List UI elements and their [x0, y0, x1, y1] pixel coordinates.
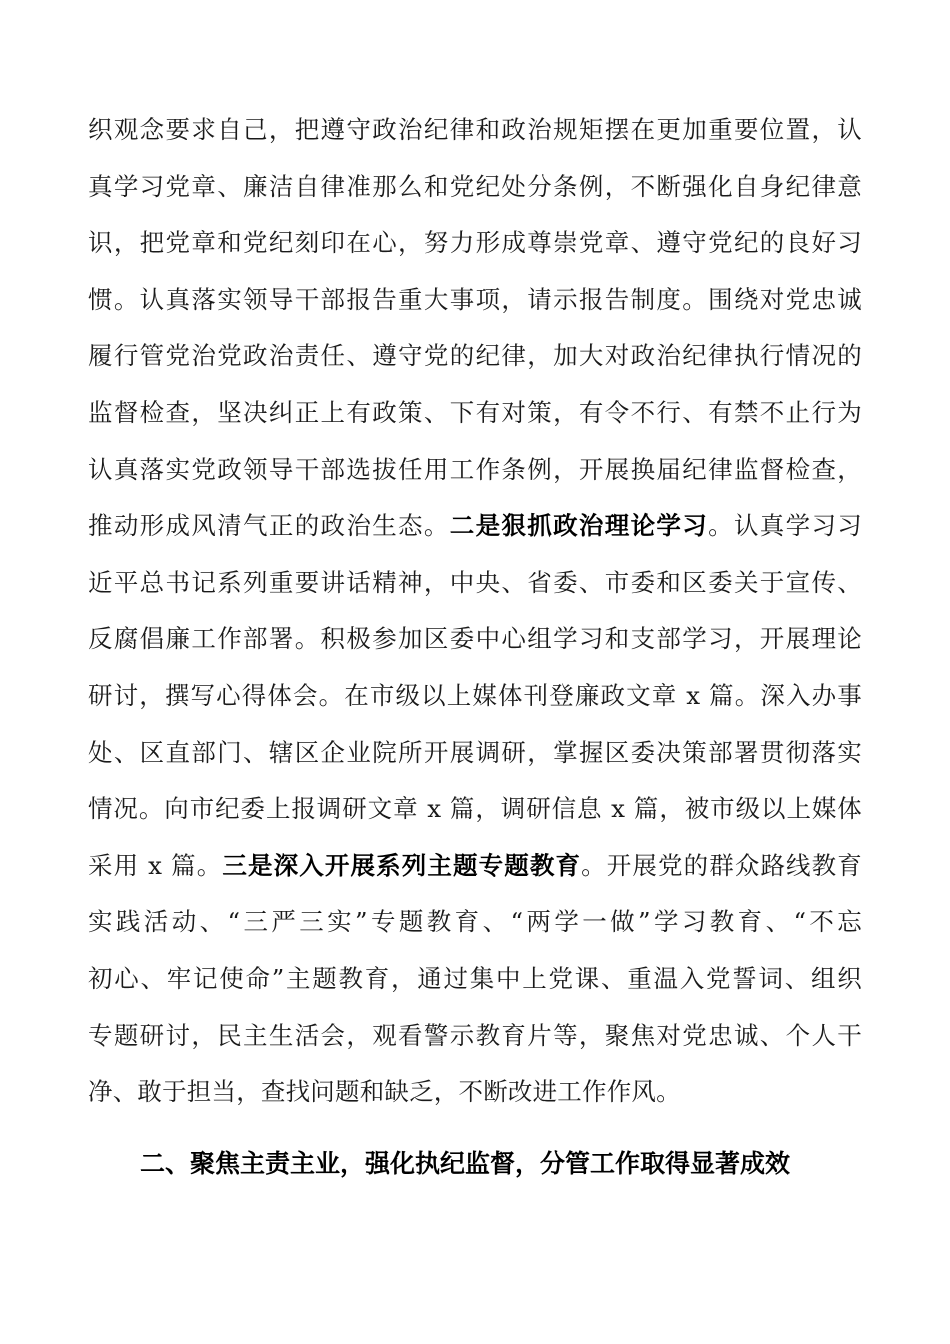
- text-segment: 情况。向市纪委上报调研文章 x 篇，调研信息 x 篇，被市级以上媒体: [88, 794, 862, 824]
- text-line: [88, 1064, 862, 1121]
- text-line: [88, 442, 862, 499]
- text-segment: 监督检查，坚决纠正上有政策、下有对策，有令不行、有禁不止行为: [88, 397, 862, 427]
- text-segment: 识，把党章和党纪刻印在心，努力形成尊崇党章、遵守党纪的良好习: [88, 228, 862, 258]
- text-line: [88, 328, 862, 385]
- text-line: [88, 668, 862, 725]
- text-line: [88, 894, 862, 951]
- bold-text-segment: 三是深入开展系列主题专题教育: [222, 850, 582, 880]
- text-segment: 反腐倡廉工作部署。积极参加区委中心组学习和支部学习，开展理论: [88, 624, 862, 654]
- text-segment: 。开展党的群众路线教育: [581, 850, 863, 880]
- text-line: [88, 781, 862, 838]
- text-segment: 专题研讨，民主生活会，观看警示教育片等，聚焦对党忠诚、个人干: [88, 1020, 862, 1050]
- text-line: [88, 159, 862, 216]
- text-segment: 处、区直部门、辖区企业院所开展调研，掌握区委决策部署贯彻落实: [88, 737, 862, 767]
- text-segment: 。认真学习习: [708, 511, 862, 541]
- text-line: [88, 1008, 862, 1065]
- text-line: [88, 951, 862, 1008]
- text-segment: 近平总书记系列重要讲话精神，中央、省委、市委和区委关于宣传、: [88, 567, 862, 597]
- text-line: [88, 838, 862, 895]
- text-segment: 推动形成风清气正的政治生态。: [88, 511, 450, 541]
- text-line: [88, 385, 862, 442]
- text-segment: 净、敢于担当，查找问题和缺乏，不断改进工作作风。: [88, 1077, 681, 1107]
- text-segment: 初心、牢记使命”主题教育，通过集中上党课、重温入党誓词、组织: [88, 963, 862, 993]
- text-line: [88, 272, 862, 329]
- text-line: [88, 725, 862, 782]
- text-segment: 履行管党治党政治责任、遵守党的纪律，加大对政治纪律执行情况的: [88, 341, 862, 371]
- body-paragraph: [88, 102, 862, 1121]
- text-segment: 实践活动、“三严三实”专题教育、“两学一做”学习教育、“不忘: [88, 907, 862, 937]
- text-segment: 研讨，撰写心得体会。在市级以上媒体刊登廉政文章 x 篇。深入办事: [88, 680, 862, 710]
- text-line: [88, 215, 862, 272]
- text-segment: 采用 x 篇。: [88, 850, 223, 880]
- text-line: [88, 555, 862, 612]
- text-segment: 惯。认真落实领导干部报告重大事项，请示报告制度。围绕对党忠诚: [88, 284, 862, 314]
- text-segment: 认真落实党政领导干部选拔任用工作条例，开展换届纪律监督检查，: [88, 454, 862, 484]
- text-line: [88, 611, 862, 668]
- text-line: [88, 498, 862, 555]
- text-segment: 真学习党章、廉洁自律准那么和党纪处分条例，不断强化自身纪律意: [88, 171, 862, 201]
- text-line: [88, 102, 862, 159]
- bold-text-segment: 二是狠抓政治理论学习: [449, 511, 709, 541]
- text-segment: 织观念要求自己，把遵守政治纪律和政治规矩摆在更加重要位置，认: [88, 115, 862, 144]
- section-heading: 二、聚焦主责主业，强化执纪监督，分管工作取得显著成效: [140, 1149, 791, 1178]
